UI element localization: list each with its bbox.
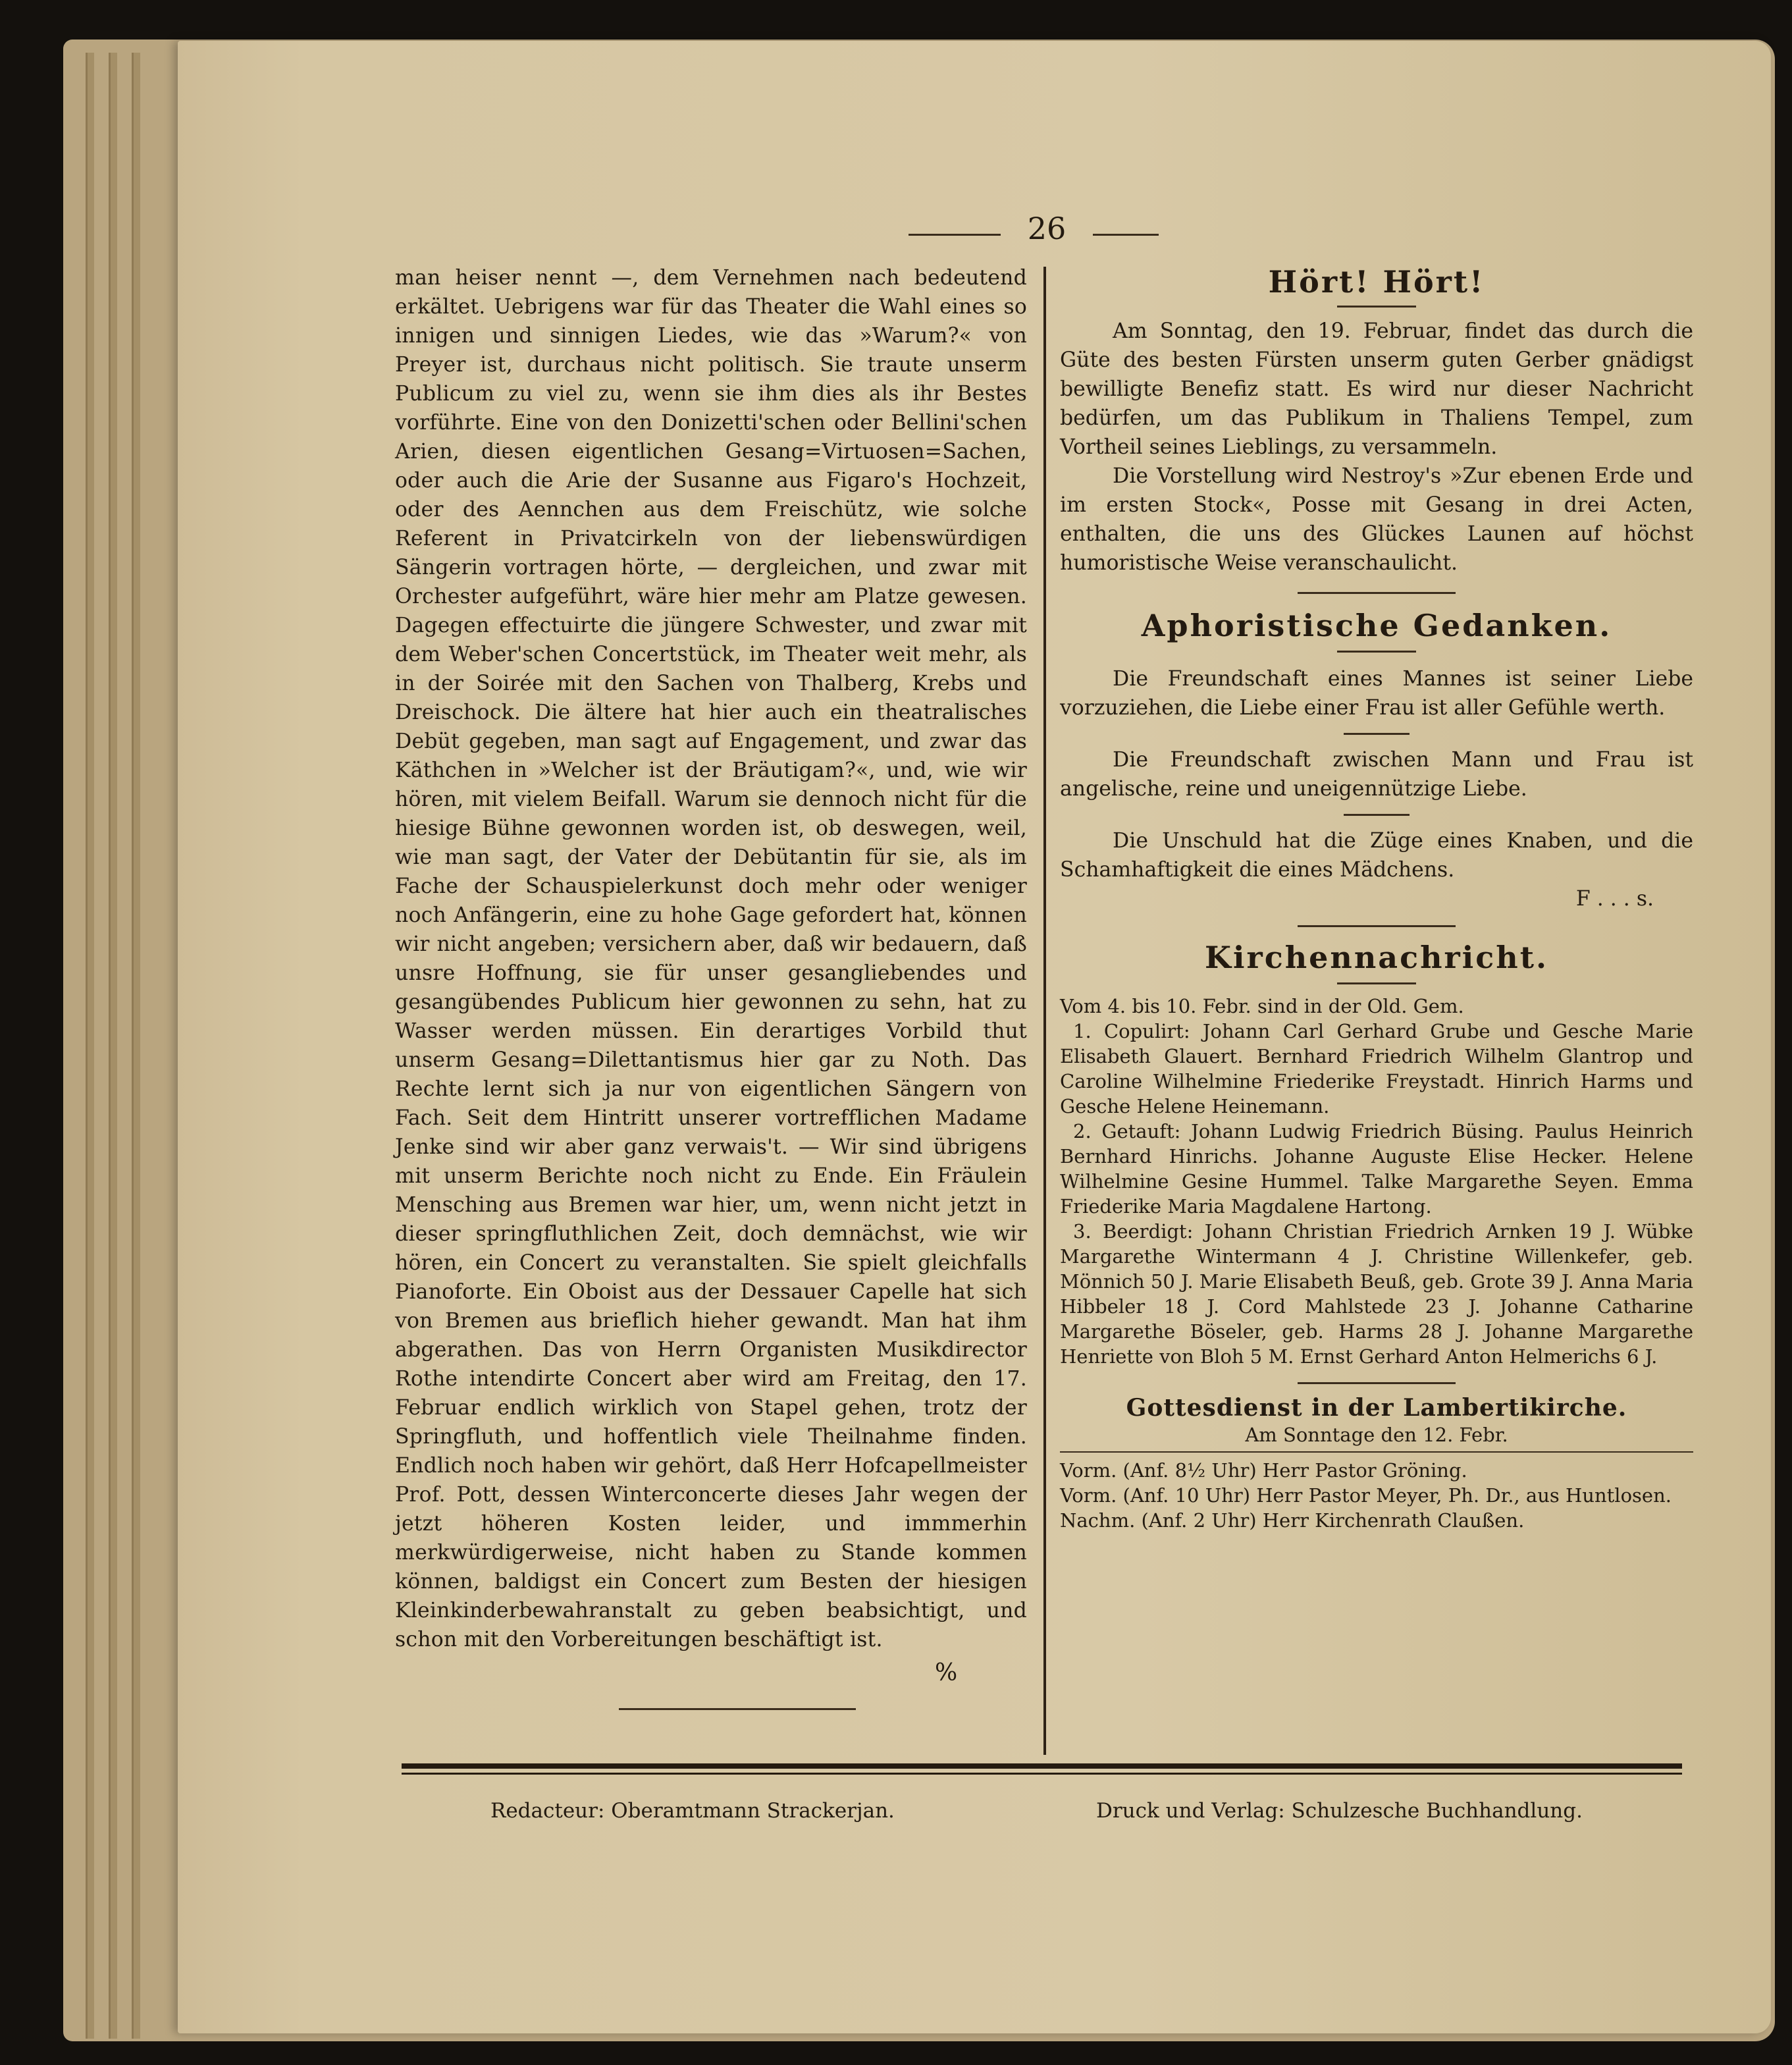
benefiz-paragraph: Am Sonntag, den 19. Februar, findet das durch die Güte des besten Fürsten unserm guten Gerber gnädigst bewilligte Benefiz statt. Es wird nur dieser Nachricht bedürfen, um das Publikum in Thaliens Tempel, zum Vortheil seines Lieblings, zu versammeln. [1060, 319, 1693, 459]
page-number: 26 [1027, 211, 1067, 246]
left-column [395, 263, 1027, 1654]
page-number-rule-right [1093, 234, 1159, 236]
section-heading-kirche: Kirchennachricht. [1205, 940, 1548, 975]
article-continuation: man heiser nennt —, dem Vernehmen nach bedeutend erkältet. Uebrigens war für das Theater die Wahl eines so innigen und sinnigen Liedes, wie das »Warum?« von Preyer ist, durchaus nicht politisch. Sie traute unserm Publicum zu viel zu, wenn sie ihm dies als ihr Bestes vorführte. Eine von den Donizetti'schen oder Bellini'schen Arien, diesen eigentlichen Gesang=Virtuosen=Sachen, oder auch die Arie der Susanne aus Figaro's Hochzeit, oder des Aennchen aus dem Freischütz, wie solche Referent in Privatcirkeln von der liebenswürdigen Sängerin vortragen hörte, — dergleichen, und zwar mit Orchester aufgeführt, wäre hier mehr am Platze gewesen. Dagegen effectuirte die jüngere Schwester, und zwar mit dem Weber'schen Concertstück, im Theater weit mehr, als in der Soirée mit den Sachen von Thalberg, Krebs und Dreischock. Die ältere hat hier auch ein theatralisches Debüt gegeben, man sagt auf Engagement, und zwar das Käthchen in »Welcher ist der Bräutigam?«, und, wie wir hören, mit vielem Beifall. Warum sie dennoch nicht für die hiesige Bühne gewonnen worden ist, ob deswegen, weil, wie man sagt, der Vater der Debütantin für sie, als im Fache der Schauspielerkunst doch mehr oder weniger noch Anfängerin, eine zu hohe Gage gefordert hat, können wir nicht angeben; versichern aber, daß wir bedauern, daß unsre Hoffnung, sie für unser gesangliebendes und gesangübendes Publicum hier gewonnen zu sehn, hat zu Wasser werden müssen. Ein derartiges Vorbild thut unserm Gesang=Dilettantismus hier gar zu Noth. Das Rechte lernt sich ja nur von eigentlichen Sängern von Fach. Seit dem Hintritt unserer vortrefflichen Madame Jenke sind wir aber ganz verwais't. — Wir sind übrigens mit unserm Berichte noch nicht zu Ende. Ein Fräulein Mensching aus Bremen war hier, um, wenn nicht jetzt in dieser springfluthlichen Zeit, doch demnächst, wie wir hören, ein Concert zu veranstalten. Sie spielt gleichfalls Pianoforte. Ein Oboist aus der Dessauer Capelle hat sich von Bremen aus brieflich hieher gewandt. Man hat ihm abgerathen. Das von Herrn Organisten Musikdirector Rothe intendirte Concert aber wird am Freitag, den 17. Februar endlich wirklich von Stapel gehen, trotz der Springfluth, und hoffentlich viele Theilnahme finden. Endlich noch haben wir gehört, daß Herr Hofcapellmeister Prof. Pott, dessen Winterconcerte dieses Jahr wegen der jetzt höheren Kosten leider, und immmerhin merkwürdigerweise, nicht haben zu Stande kommen können, baldigst ein Concert zum Besten der hiesigen Kleinkinderbewahranstalt zu geben beabsichtigt, und schon mit den Vorbereitungen beschäftigt ist. [395, 266, 1027, 1651]
footer-rule-thick [402, 1763, 1682, 1769]
footer-editor: Redacteur: Oberamtmann Strackerjan. [490, 1799, 895, 1823]
aphorism-signature: F . . . s. [1575, 887, 1654, 911]
section-rule [1298, 592, 1456, 594]
section-heading-hoert: Hört! Hört! [1268, 264, 1485, 300]
right-column [1060, 263, 1693, 1533]
gottesdienst-date: Am Sonntage den 12. Febr. [1245, 1424, 1508, 1446]
vorstellung-paragraph: Die Vorstellung wird Nestroy's »Zur ebenen Erde und im ersten Stock«, Posse mit Gesang in drei Acten, enthalten, die uns des Glückes Launen auf höchst humoristische Weise veranschaulicht. [1060, 464, 1693, 575]
left-end-rule [619, 1708, 856, 1710]
aphorism-rule [1344, 733, 1410, 735]
page-stack-edge [132, 53, 140, 2039]
aphorism-3: Die Unschuld hat die Züge eines Knaben, und die Schamhaftigkeit die eines Mädchens. [1060, 829, 1693, 882]
heading-rule [1337, 982, 1416, 984]
section-rule [1298, 925, 1456, 927]
kirchen-beerdigt: 3. Beerdigt: Johann Christian Friedrich Arnken 19 J. Wübke Margarethe Wintermann 4 J. Christine Willenkefer, geb. Mönnich 50 J. Marie Elisabeth Beuß, geb. Grote 39 J. Anna Maria Hibbeler 18 J. Cord Mahlstede 23 J. Johanne Catharine Margarethe Böseler, geb. Harms 28 J. Johanne Margarethe Henriette von Bloh 5 M. Ernst Gerhard Anton Helmerichs 6 J. [1060, 1220, 1693, 1368]
aphorism-rule [1344, 814, 1410, 816]
page-stack-edge [109, 53, 117, 2039]
kirchen-intro: Vom 4. bis 10. Febr. sind in der Old. Gem. [1060, 995, 1464, 1017]
kirchen-getauft: 2. Getauft: Johann Ludwig Friedrich Büsing. Paulus Heinrich Bernhard Hinrichs. Johanne Auguste Elise Hecker. Helene Wilhelmine Gesine Hummel. Talke Margarethe Seyen. Emma Friederike Maria Magdalene Hartong. [1060, 1120, 1693, 1218]
footer-publisher: Druck und Verlag: Schulzesche Buchhandlung. [1096, 1799, 1583, 1823]
footer-rule-thin [402, 1773, 1682, 1775]
page-stack-edge [86, 53, 94, 2039]
heading-rule [1337, 306, 1416, 308]
aphorism-1: Die Freundschaft eines Mannes ist seiner Liebe vorzuziehen, die Liebe einer Frau ist aller Gefühle werth. [1060, 667, 1693, 720]
kirchennachricht-body [1060, 994, 1693, 1369]
kirchen-copulirt: 1. Copulirt: Johann Carl Gerhard Grube und Gesche Marie Elisabeth Glauert. Bernhard Friedrich Wilhelm Glantrop und Caroline Wilhelmine Friederike Freystadt. Hinrich Harms und Gesche Helene Heinemann. [1060, 1020, 1693, 1117]
section-heading-aphorismen: Aphoristische Gedanken. [1141, 608, 1612, 643]
gottesdienst-list [1060, 1451, 1693, 1533]
column-divider [1043, 267, 1046, 1755]
service-item: Vorm. (Anf. 8½ Uhr) Herr Pastor Gröning. [1060, 1459, 1467, 1482]
section-heading-gottesdienst: Gottesdienst in der Lambertikirche. [1126, 1394, 1627, 1422]
service-item: Nachm. (Anf. 2 Uhr) Herr Kirchenrath Claußen. [1060, 1509, 1525, 1532]
service-item: Vorm. (Anf. 10 Uhr) Herr Pastor Meyer, Ph. Dr., aus Huntlosen. [1060, 1484, 1672, 1507]
aphorism-2: Die Freundschaft zwischen Mann und Frau ist angelische, reine und uneigennützige Liebe. [1060, 748, 1693, 801]
left-signature: % [935, 1659, 958, 1686]
heading-rule [1337, 651, 1416, 653]
section-rule [1298, 1382, 1456, 1384]
